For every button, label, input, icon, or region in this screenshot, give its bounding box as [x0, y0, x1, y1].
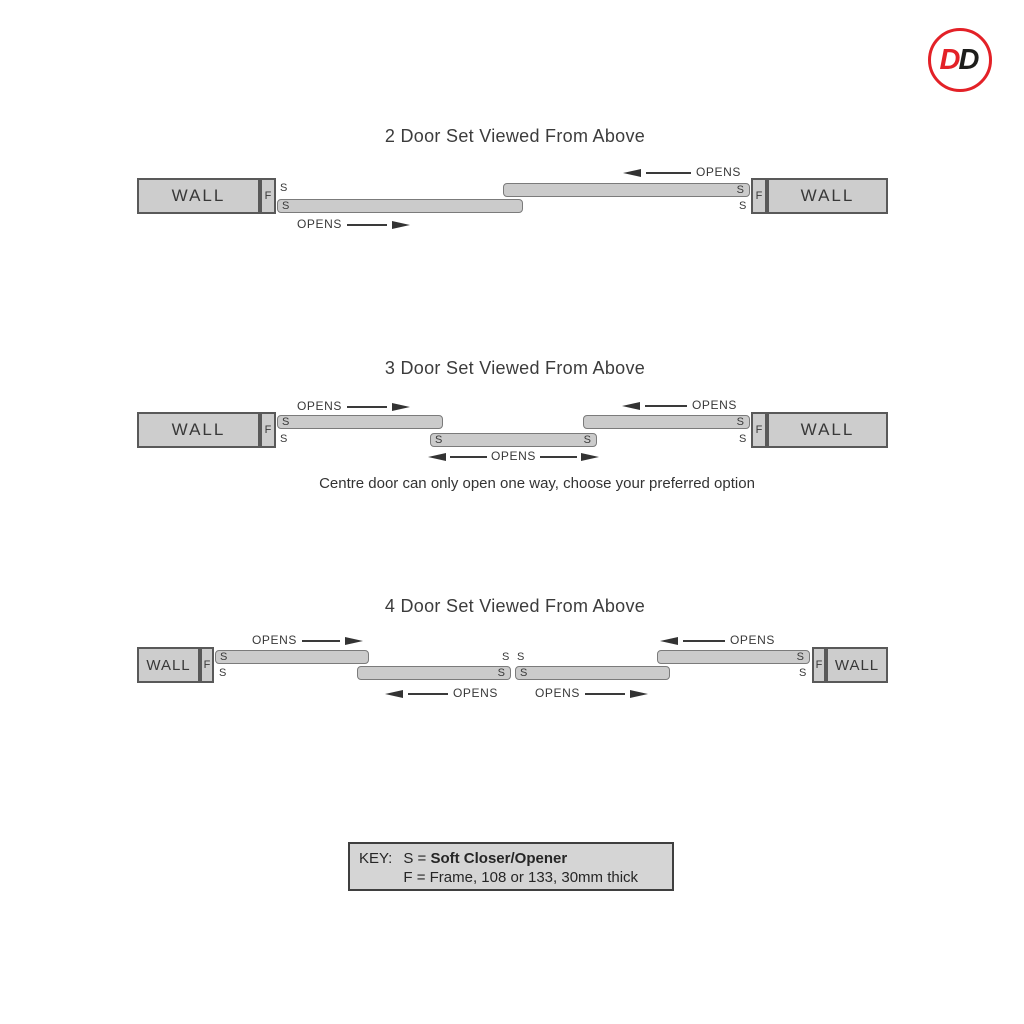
arrow-line — [646, 172, 691, 174]
arrow-line — [347, 224, 387, 226]
door-panel-left — [277, 415, 443, 429]
logo-letter-d1: D — [939, 43, 959, 76]
wall-block-left: WALL — [137, 412, 260, 448]
arrow-left-icon — [622, 402, 640, 410]
arrow-left-icon — [385, 690, 403, 698]
opens-arrow-left — [660, 634, 775, 647]
soft-closer-label: S — [517, 651, 525, 663]
arrow-left-icon — [428, 453, 446, 461]
opens-label: OPENS — [297, 399, 343, 413]
wall-block-right: WALL — [767, 412, 888, 448]
door-panel-right — [583, 415, 750, 429]
soft-closer-mark: S — [282, 200, 290, 212]
frame-block-left: F — [200, 647, 214, 683]
opens-label: OPENS — [252, 633, 298, 647]
arrow-left-icon — [660, 637, 678, 645]
diagram-title-2door: 2 Door Set Viewed From Above — [384, 126, 646, 146]
arrow-line — [302, 640, 340, 642]
frame-block-right: F — [812, 647, 826, 683]
key-s-prefix: S = — [403, 850, 431, 867]
frame-block-left: F — [260, 178, 276, 214]
opens-label: OPENS — [696, 165, 742, 179]
soft-closer-label: S — [219, 667, 227, 679]
key-box — [348, 842, 674, 891]
centre-door-note: Centre door can only open one way, choose your preferred option — [319, 475, 755, 492]
logo-letter-d2: D — [958, 43, 978, 76]
arrow-left-icon — [623, 169, 641, 177]
wall-block-right: WALL — [826, 647, 888, 683]
diagram-title-3door: 3 Door Set Viewed From Above — [384, 358, 646, 378]
arrow-line — [585, 693, 625, 695]
soft-closer-label: S — [739, 200, 747, 212]
dd-logo — [928, 28, 992, 92]
diagram-title-4door: 4 Door Set Viewed From Above — [384, 596, 646, 616]
door-panel-right — [503, 183, 750, 197]
arrow-right-icon — [345, 637, 363, 645]
key-line-frame: F = Frame, 108 or 133, 30mm thick — [403, 869, 639, 886]
opens-arrow-right — [535, 687, 648, 700]
opens-label: OPENS — [453, 686, 499, 700]
arrow-line — [347, 406, 387, 408]
door-panel-4 — [657, 650, 810, 664]
opens-arrow-right — [252, 634, 363, 647]
soft-closer-label: S — [799, 667, 807, 679]
soft-closer-mark: S — [520, 667, 528, 679]
soft-closer-mark: S — [736, 416, 744, 428]
arrow-line — [540, 456, 577, 458]
soft-closer-label: S — [739, 433, 747, 445]
soft-closer-mark: S — [282, 416, 290, 428]
frame-block-left: F — [260, 412, 276, 448]
opens-arrow-left — [622, 399, 737, 412]
soft-closer-mark: S — [736, 184, 744, 196]
wall-block-left: WALL — [137, 647, 200, 683]
soft-closer-label: S — [280, 433, 288, 445]
soft-closer-label: S — [502, 651, 510, 663]
arrow-line — [683, 640, 725, 642]
opens-label: OPENS — [491, 449, 537, 463]
opens-arrow-right — [297, 218, 410, 231]
door-panel-left — [277, 199, 523, 213]
opens-arrow-right — [297, 400, 410, 413]
arrow-line — [450, 456, 487, 458]
soft-closer-mark: S — [796, 651, 804, 663]
arrow-right-icon — [392, 403, 410, 411]
key-line-soft-closer — [403, 849, 638, 868]
opens-label: OPENS — [692, 398, 738, 412]
soft-closer-mark: S — [435, 434, 443, 446]
door-panel-3 — [515, 666, 670, 680]
frame-block-right: F — [751, 412, 767, 448]
key-heading: KEY: — [359, 850, 393, 867]
arrow-line — [408, 693, 448, 695]
opens-arrow-double — [428, 450, 599, 463]
wall-block-left: WALL — [137, 178, 260, 214]
opens-label: OPENS — [297, 217, 343, 231]
soft-closer-label: S — [280, 182, 288, 194]
frame-block-right: F — [751, 178, 767, 214]
opens-arrow-left — [385, 687, 498, 700]
opens-arrow-left — [623, 166, 741, 179]
opens-label: OPENS — [730, 633, 776, 647]
soft-closer-mark: S — [497, 667, 505, 679]
arrow-right-icon — [630, 690, 648, 698]
wall-block-right: WALL — [767, 178, 888, 214]
key-lines — [403, 849, 638, 887]
soft-closer-mark: S — [220, 651, 228, 663]
arrow-right-icon — [392, 221, 410, 229]
door-panel-1 — [215, 650, 369, 664]
door-panel-centre — [430, 433, 597, 447]
soft-closer-mark: S — [583, 434, 591, 446]
arrow-line — [645, 405, 687, 407]
key-s-term: Soft Closer/Opener — [430, 850, 568, 867]
door-panel-2 — [357, 666, 511, 680]
arrow-right-icon — [581, 453, 599, 461]
opens-label: OPENS — [535, 686, 581, 700]
